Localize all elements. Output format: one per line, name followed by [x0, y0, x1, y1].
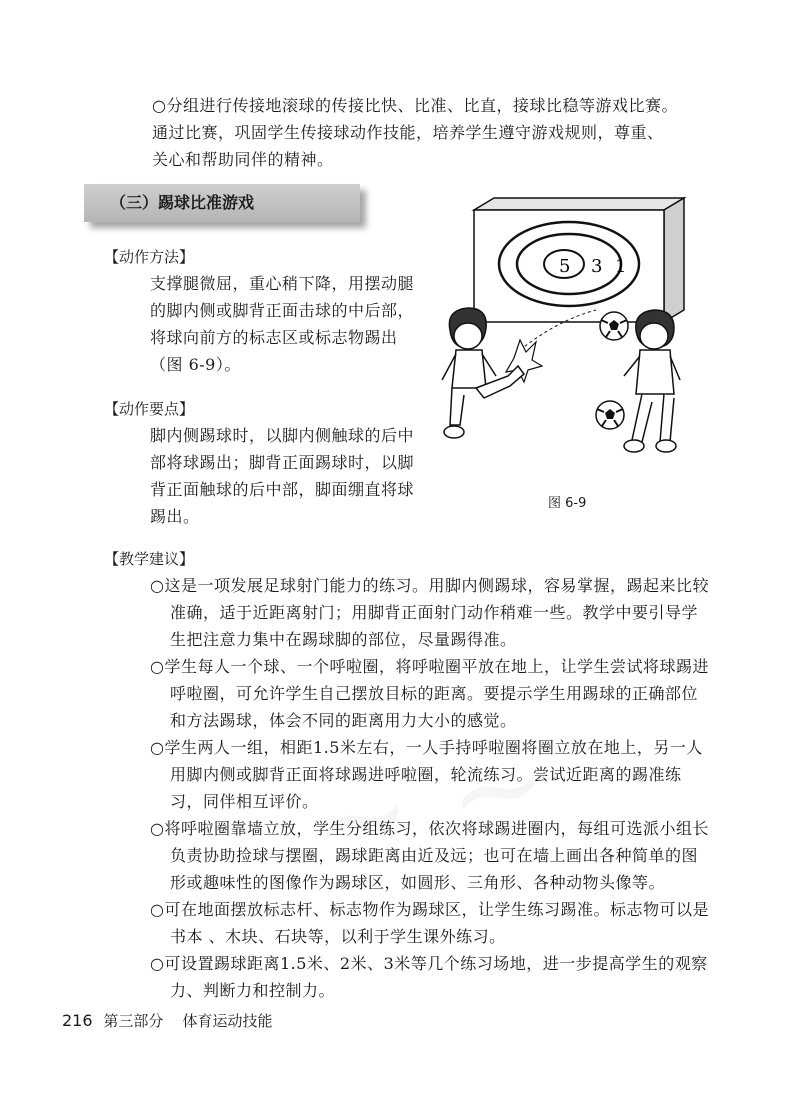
page-number: 216	[62, 1011, 93, 1030]
kicking-illustration	[438, 190, 690, 470]
method-paragraph: 支撑腿微屈，重心稍下降，用摆动腿 的脚内侧或脚背正面击球的中后部， 将球向前方的标志区或标志物踢出 （图 6-9）。	[150, 274, 415, 374]
target-number-inner: 5	[559, 256, 571, 277]
target-number-middle: 3	[591, 256, 603, 277]
intro-paragraph: ○分组进行传接地滚球的传接比快、比准、比直，接球比稳等游戏比赛。 通过比赛，巩固学生传接球动作技能，培养学生遵守游戏规则，尊重、 关心和帮助同伴的精神。	[152, 96, 678, 169]
advice-item: ○学生两人一组，相距1.5米左右，一人手持呼啦圈将圈立放在地上，另一人用脚内侧或脚背正面将球踢进呼啦圈，轮流练习。尝试近距离的踢准练习，同伴相互评价。	[150, 738, 703, 811]
soccer-ball-icon	[600, 312, 628, 340]
standing-child-figure	[624, 310, 680, 452]
advice-list	[150, 572, 710, 1004]
target-number-outer: 1	[615, 256, 627, 277]
method-label: 【动作方法】	[104, 248, 195, 266]
points-paragraph: 脚内侧踢球时，以脚内侧触球的后中 部将球踢出；脚背正面踢球时，以脚 背正面触球的后中部，脚面绷直将球 踢出。	[150, 426, 415, 526]
advice-item: ○将呼啦圈靠墙立放，学生分组练习，依次将球踢进圈内，每组可选派小组长负责协助捡球与摆圈，踢球距离由近及远；也可在墙上画出各种简单的图形或趣味性的图像作为踢球区，如圆形、三角形、各种动物头像等。	[150, 819, 709, 892]
points-label: 【动作要点】	[104, 400, 195, 418]
advice-label: 【教学建议】	[104, 550, 195, 568]
target-board	[474, 198, 684, 322]
section-title: （三）踢球比准游戏	[84, 184, 360, 222]
kicking-child-figure	[442, 308, 524, 438]
advice-item: ○学生每人一个球、一个呼啦圈，将呼啦圈平放在地上，让学生尝试将球踢进呼啦圈，可允许学生自己摆放目标的距离。要提示学生用踢球的正确部位和方法踢球，体会不同的距离用力大小的感觉。	[150, 657, 709, 730]
advice-item: ○这是一项发展足球射门能力的练习。用脚内侧踢球，容易掌握，踢起来比较准确，适于近距离射门；用脚背正面射门动作稍难一些。教学中要引导学生把注意力集中在踢球脚的部位，尽量踢得准。	[150, 576, 709, 649]
advice-item: ○可设置踢球距离1.5米、2米、3米等几个练习场地，进一步提高学生的观察力、判断力和控制力。	[150, 954, 708, 1000]
figure-caption: 图 6-9	[548, 496, 587, 511]
footer-chapter: 体育运动技能	[182, 1012, 273, 1030]
advice-item: ○可在地面摆放标志杆、标志物作为踢球区，让学生练习踢准。标志物可以是书本 、木块、石块等，以利于学生课外练习。	[150, 900, 709, 946]
figure-6-9	[438, 190, 690, 470]
soccer-ball-icon	[596, 401, 624, 429]
page-footer	[62, 1010, 272, 1031]
footer-part: 第三部分	[103, 1012, 164, 1030]
